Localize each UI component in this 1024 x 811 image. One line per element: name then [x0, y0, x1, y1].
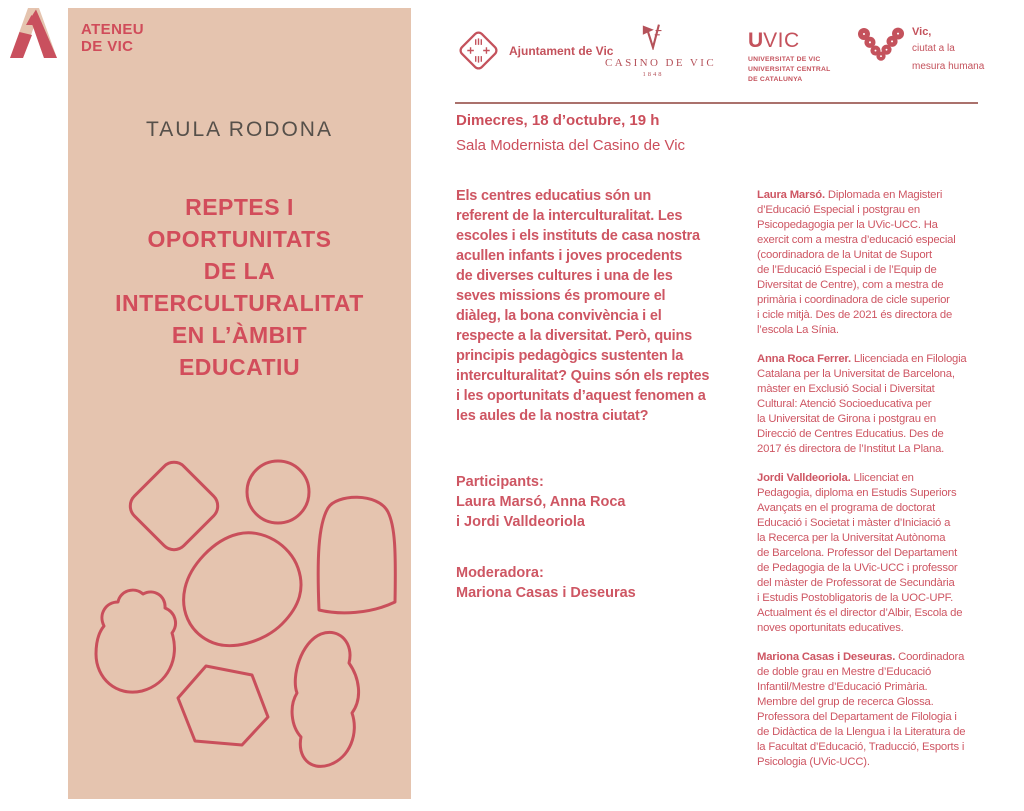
sponsor-logos-row — [455, 0, 1000, 95]
participants-list: Participants: Laura Marsó, Anna Roca i Jordi Valldeoriola — [456, 474, 626, 530]
bio-jordi-valldeoriola — [757, 471, 1015, 636]
ateneu-de-vic-logo-icon — [10, 8, 57, 58]
casino-label: CASINO DE VIC — [605, 57, 717, 69]
ajuntament-label: Ajuntament de Vic — [509, 43, 614, 58]
uvic-u: U — [748, 29, 764, 52]
bio-text: Coordinadora de doble grau en Mestre d’Educació Infantil/Mestre d’Educació Primària. Membre del grup de recerca Glossa. Professora del Departament de Filologia i de Didàctica de la Llengua i la Literatura de la Facultat d’Educació, Traducció, Esports i Psicologia (UVic-UCC). — [757, 651, 966, 768]
bio-mariona-casas — [757, 650, 1015, 770]
bio-name: Laura Marsó. — [757, 189, 825, 201]
casino-de-vic-logo — [605, 23, 717, 78]
bio-text: Diplomada en Magisteri d’Educació Especial i postgrau en Psicopedagogia per la UVic-UCC. Ha exercit com a mestra d’educació especial (coordinadora de la Unitat de Suport de l’Educació Especial i de l’Equip de Diversitat de Centre), com a mestra de primària i coordinadora de cicle superior i cicle mitjà. Des de 2021 és directora de l’escola La Sínia. — [757, 189, 956, 336]
tulip-shape — [96, 590, 176, 692]
casino-year: 1848 — [642, 71, 664, 78]
circle-shape — [247, 461, 309, 523]
bio-laura-marso — [757, 188, 1015, 338]
vic-city-tagline: ciutat a la mesura humana — [912, 43, 985, 72]
brand-line-2: DE VIC — [81, 37, 134, 55]
event-venue: Sala Modernista del Casino de Vic — [456, 137, 686, 154]
organic-blob-shape — [184, 533, 301, 646]
hexagon-shape — [178, 666, 268, 745]
brand-line-1: ATENEU — [81, 21, 144, 38]
vic-city-name: Vic, — [912, 26, 932, 38]
bio-name: Mariona Casas i Deseuras. — [757, 651, 896, 663]
speaker-bios — [757, 188, 1015, 784]
bio-text: Llicenciada en Filologia Catalana per la Universitat de Barcelona, màster en Exclusió Social i Diversitat Cultural: Atenció Socioeducativa per la Universitat de Girona i postgrau en Direcció de Centres Educatius. Des de 2017 és directora de l’Institut La Plana. — [757, 353, 967, 455]
ajuntament-de-vic-logo — [457, 29, 613, 72]
casino-v-icon — [642, 23, 664, 50]
bio-name: Jordi Valldeoriola. — [757, 472, 851, 484]
pebble-shape — [292, 632, 359, 766]
event-datetime: Dimecres, 18 d’octubre, 19 h — [456, 112, 660, 129]
uvic-logo — [748, 30, 830, 86]
brand-name — [81, 22, 144, 56]
event-description: Els centres educatius són un referent de la interculturalitat. Les escoles i els instituts de casa nostra acullen infants i joves procedents de diverses cultures i una de les seves missions és promoure el diàleg, la bona convivència i el respecte a la diversitat. Però, quins principis pedagògics sustenten la interculturalitat? Quins són els reptes i les oportunitats d’aquest fenomen a les aules de la nostra ciutat? — [456, 188, 710, 424]
ajuntament-crest-icon — [457, 29, 500, 72]
vic-dotted-v-icon — [858, 26, 904, 66]
participants-block — [456, 452, 636, 623]
moderator-list: Moderadora: Mariona Casas i Deseuras — [456, 565, 636, 601]
event-title: REPTES I OPORTUNITATS DE LA INTERCULTURALITAT EN L’ÀMBIT EDUCATIU — [115, 194, 364, 380]
uvic-vic: VIC — [763, 29, 800, 52]
bio-name: Anna Roca Ferrer. — [757, 353, 851, 365]
vic-city-logo — [858, 26, 984, 74]
rounded-diamond-shape — [125, 457, 224, 556]
vic-city-label — [912, 26, 984, 74]
bio-text: Llicenciat en Pedagogia, diploma en Estudis Superiors Avançats en el programa de doctorat Educació i Societat i màster d’Iniciació a la Recerca per la Universitat Autònoma de Barcelona. Professor del Departament de Pedagogia de la UVic-UCC i professor del màster de Professorat de Secundària i Estudis Postobligatoris de la UOC-UPF. Actualment és el director d’Albir, Escola de noves oportunitats educatives. — [757, 472, 963, 634]
event-type-heading: TAULA RODONA — [146, 118, 333, 141]
decorative-shapes — [68, 430, 411, 799]
divider-line — [455, 102, 978, 104]
content-area — [455, 0, 1015, 811]
uvic-wordmark — [748, 30, 830, 51]
left-panel — [68, 8, 411, 799]
uvic-subtitle: UNIVERSITAT DE VIC UNIVERSITAT CENTRAL DE CATALUNYA — [748, 56, 831, 84]
bio-anna-roca-ferrer — [757, 352, 1015, 457]
arch-shape — [318, 497, 395, 613]
